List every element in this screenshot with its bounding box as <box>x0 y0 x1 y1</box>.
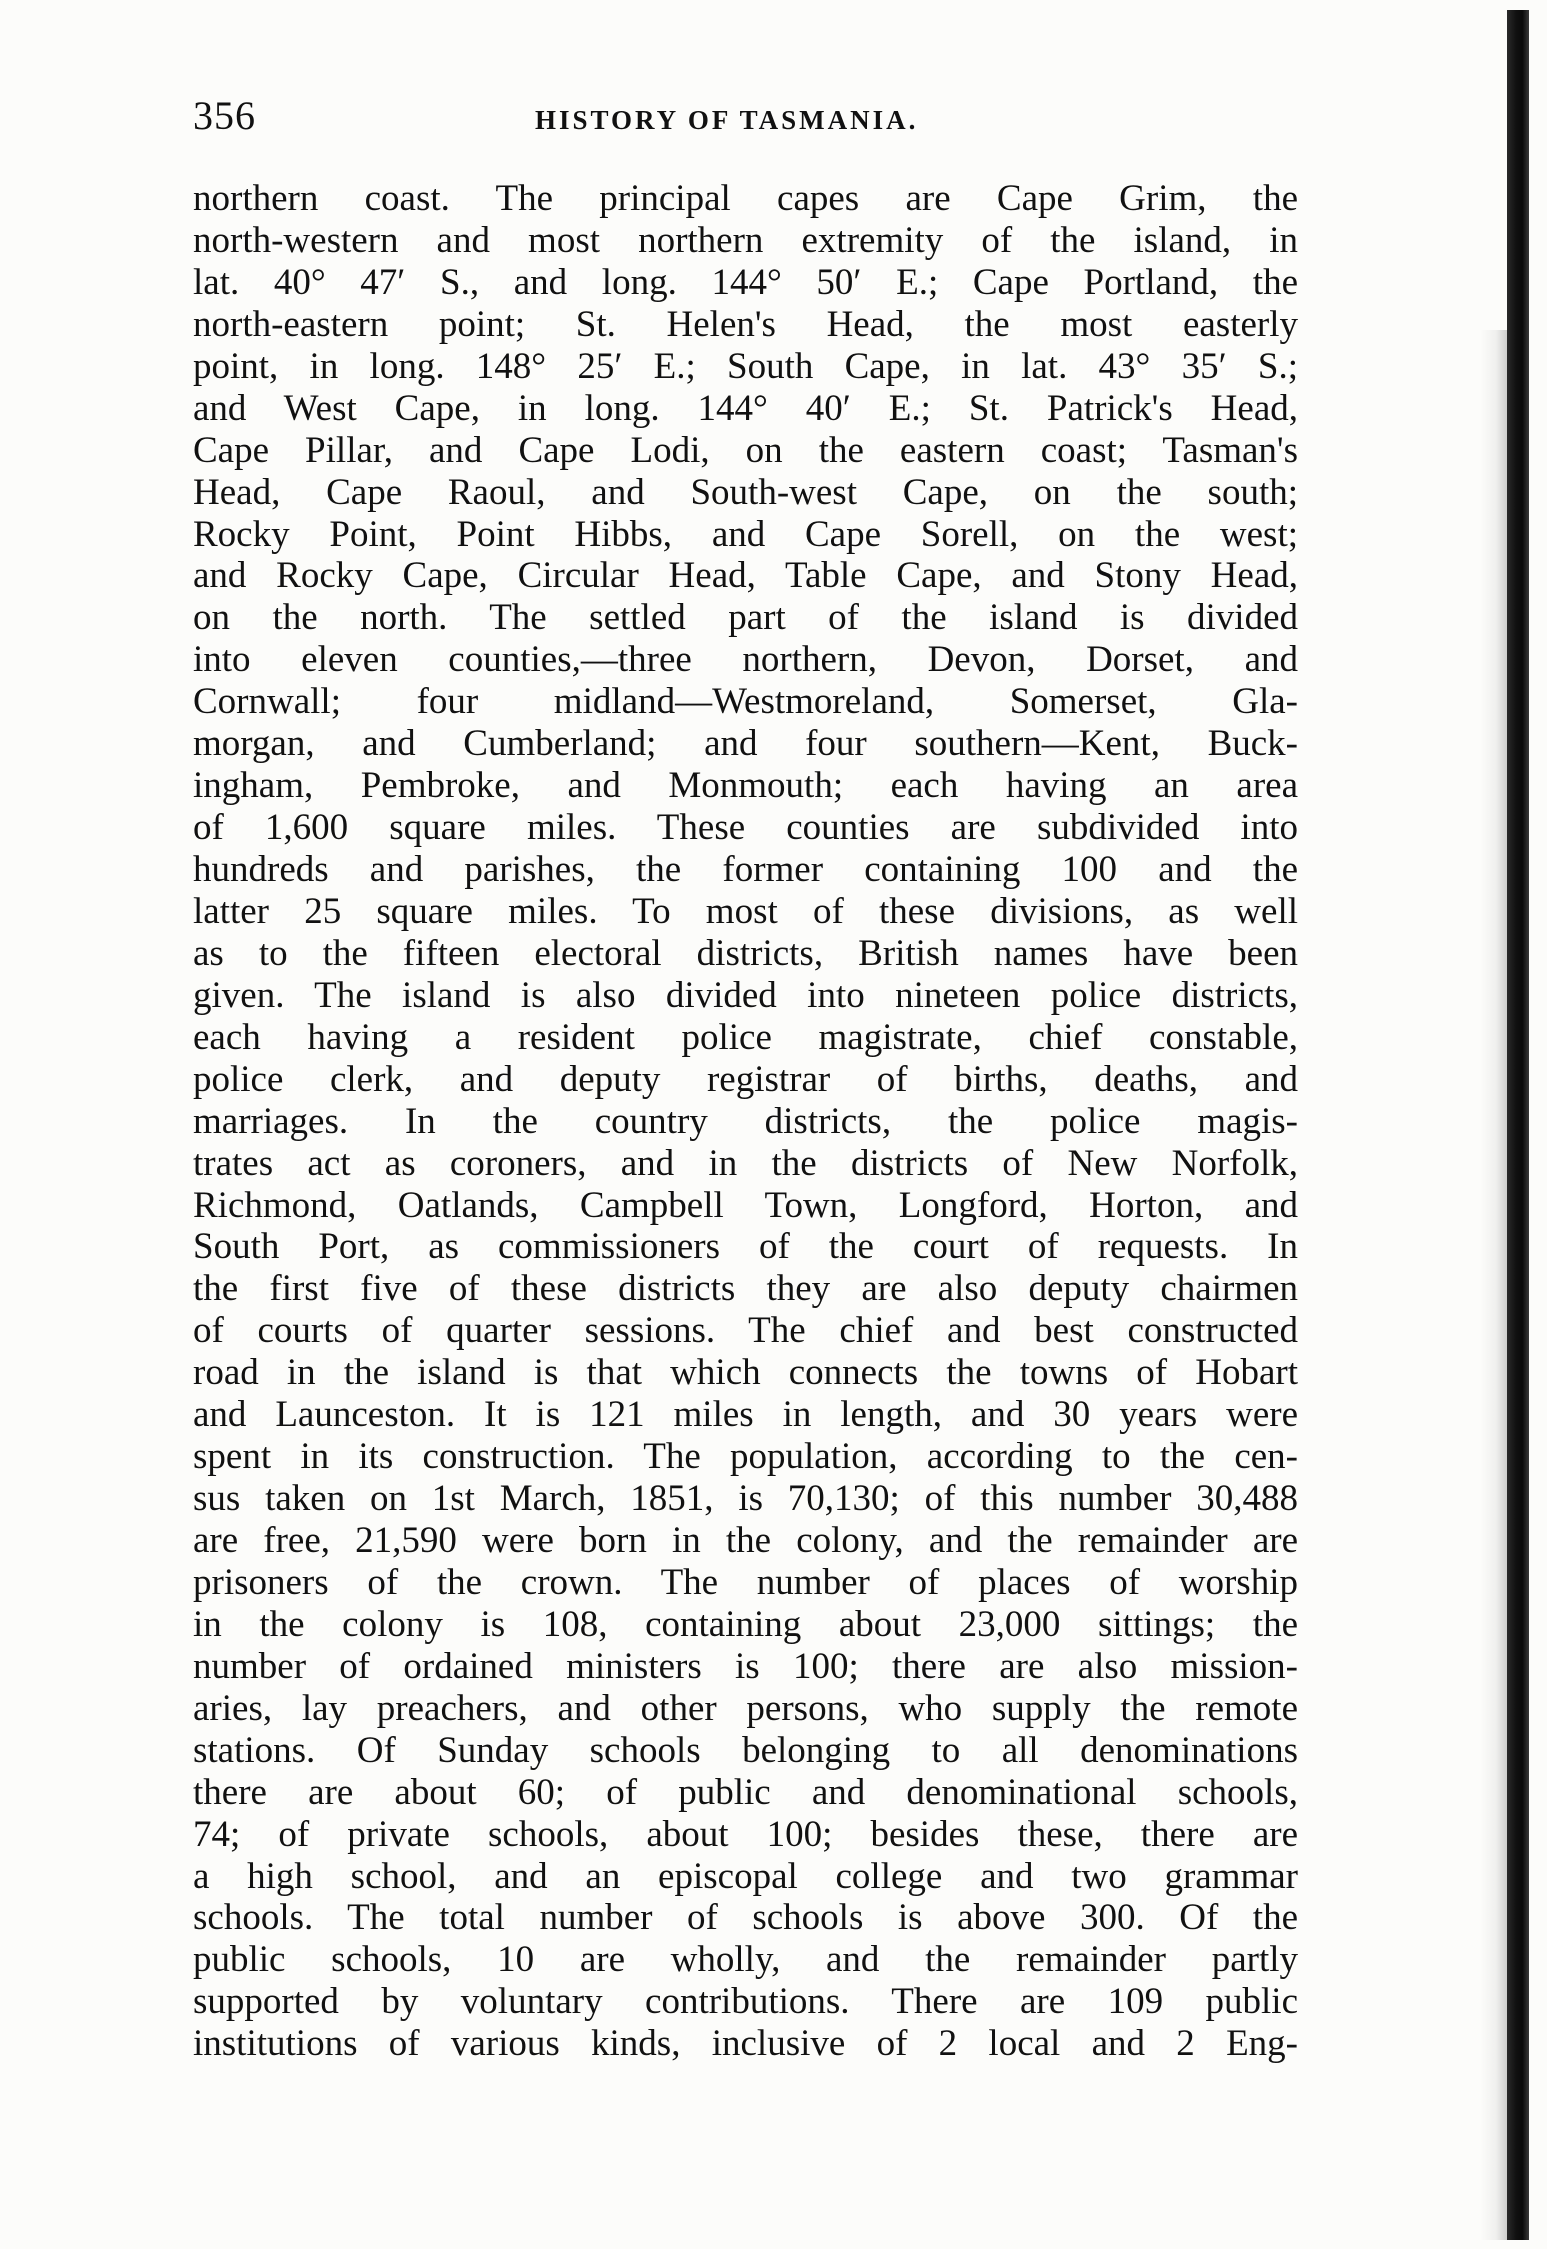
text-line: there are about 60; of public and denominational schools, <box>193 1771 1298 1813</box>
text-line: lat. 40° 47′ S., and long. 144° 50′ E.; Cape Portland, the <box>193 261 1298 303</box>
text-line: aries, lay preachers, and other persons, who supply the remote <box>193 1687 1298 1729</box>
text-line: Rocky Point, Point Hibbs, and Cape Sorell, on the west; <box>193 513 1298 555</box>
text-line: into eleven counties,—three northern, Devon, Dorset, and <box>193 639 1298 681</box>
body-text <box>193 178 1298 2065</box>
text-line: latter 25 square miles. To most of these divisions, as well <box>193 890 1298 932</box>
text-line: as to the fifteen electoral districts, British names have been <box>193 932 1298 974</box>
text-line: number of ordained ministers is 100; there are also mission- <box>193 1645 1298 1687</box>
text-line: northern coast. The principal capes are Cape Grim, the <box>193 178 1298 219</box>
text-line: morgan, and Cumberland; and four southern—Kent, Buck- <box>193 723 1298 765</box>
text-line: Head, Cape Raoul, and South-west Cape, on the south; <box>193 471 1298 513</box>
text-line: marriages. In the country districts, the police magis- <box>193 1100 1298 1142</box>
text-line: on the north. The settled part of the island is divided <box>193 597 1298 639</box>
text-line: are free, 21,590 were born in the colony, and the remainder are <box>193 1520 1298 1561</box>
text-line: hundreds and parishes, the former containing 100 and the <box>193 849 1298 890</box>
text-line: police clerk, and deputy registrar of births, deaths, and <box>193 1058 1298 1100</box>
scan-edge-border <box>1507 10 1529 2240</box>
text-line: trates act as coroners, and in the districts of New Norfolk, <box>193 1142 1298 1184</box>
text-line: sus taken on 1st March, 1851, is 70,130; of this number 30,488 <box>193 1478 1298 1520</box>
text-line: stations. Of Sunday schools belonging to all denominations <box>193 1729 1298 1771</box>
text-line: in the colony is 108, containing about 23,000 sittings; the <box>193 1603 1298 1645</box>
text-line: and West Cape, in long. 144° 40′ E.; St. Patrick's Head, <box>193 387 1298 429</box>
text-line: ingham, Pembroke, and Monmouth; each having an area <box>193 765 1298 807</box>
text-line: the first five of these districts they are also deputy chairmen <box>193 1268 1298 1310</box>
text-line: South Port, as commissioners of the court of requests. In <box>193 1226 1298 1268</box>
text-line: of 1,600 square miles. These counties are subdivided into <box>193 807 1298 849</box>
page-number: 356 <box>193 93 256 138</box>
text-line: Cape Pillar, and Cape Lodi, on the eastern coast; Tasman's <box>193 429 1298 471</box>
text-line: north-western and most northern extremity of the island, in <box>193 219 1298 261</box>
text-line: of courts of quarter sessions. The chief and best constructed <box>193 1310 1298 1352</box>
text-line: road in the island is that which connects the towns of Hobart <box>193 1352 1298 1394</box>
text-line: schools. The total number of schools is above 300. Of the <box>193 1897 1298 1939</box>
text-line: each having a resident police magistrate, chief constable, <box>193 1016 1298 1058</box>
text-line: a high school, and an episcopal college and two grammar <box>193 1855 1298 1897</box>
text-line: and Launceston. It is 121 miles in length, and 30 years were <box>193 1394 1298 1436</box>
text-line: Cornwall; four midland—Westmoreland, Somerset, Gla- <box>193 681 1298 723</box>
text-line: public schools, 10 are wholly, and the remainder partly <box>193 1939 1298 1981</box>
running-title: HISTORY OF TASMANIA. <box>535 105 919 135</box>
page-edge-shadow <box>1480 330 1507 2240</box>
text-line: given. The island is also divided into nineteen police districts, <box>193 974 1298 1016</box>
text-line: north-eastern point; St. Helen's Head, the most easterly <box>193 303 1298 345</box>
text-line: prisoners of the crown. The number of places of worship <box>193 1561 1298 1603</box>
text-line: Richmond, Oatlands, Campbell Town, Longford, Horton, and <box>193 1184 1298 1226</box>
text-line: institutions of various kinds, inclusive of 2 local and 2 Eng- <box>193 2023 1298 2065</box>
text-line: point, in long. 148° 25′ E.; South Cape, in lat. 43° 35′ S.; <box>193 345 1298 387</box>
text-line: supported by voluntary contributions. There are 109 public <box>193 1981 1298 2023</box>
text-line: 74; of private schools, about 100; besides these, there are <box>193 1813 1298 1855</box>
text-line: and Rocky Cape, Circular Head, Table Cape, and Stony Head, <box>193 555 1298 597</box>
text-line: spent in its construction. The population, according to the cen- <box>193 1436 1298 1478</box>
